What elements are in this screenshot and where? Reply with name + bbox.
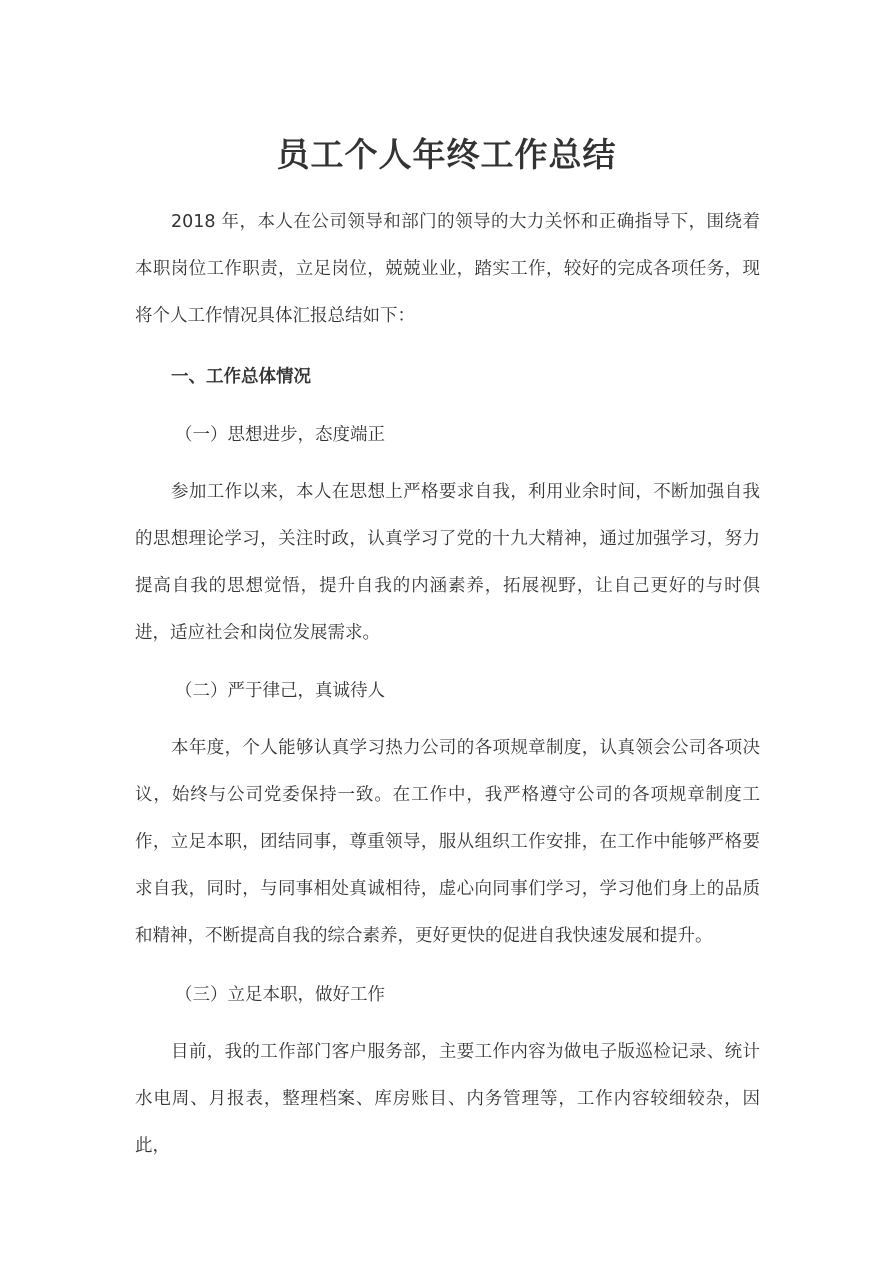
subsection-paragraph-discipline: 本年度，个人能够认真学习热力公司的各项规章制度，认真领会公司各项决议，始终与公司党委保持一致。在工作中，我严格遵守公司的各项规章制度工作，立足本职，团结同事，尊重领导，服从组织工作安排，在工作中能够严格要求自我，同时，与同事相处真诚相待，虚心向同事们学习，学习他们身上的品质和精神，不断提高自我的综合素养，更好更快的促进自我快速发展和提升。 — [135, 738, 760, 946]
section-heading-overall: 一、工作总体情况 — [171, 367, 311, 387]
intro-paragraph: 2018 年，本人在公司领导和部门的领导的大力关怀和正确指导下，围绕着本职岗位工作职责，立足岗位，兢兢业业，踏实工作，较好的完成各项任务，现将个人工作情况具体汇报总结如下： — [135, 212, 760, 326]
subsection-paragraph-duty: 目前，我的工作部门客户服务部，主要工作内容为做电子版巡检记录、统计水电周、月报表，整理档案、库房账目、内务管理等，工作内容较细较杂，因此， — [135, 1042, 760, 1156]
subsection-paragraph-thought: 参加工作以来，本人在思想上严格要求自我，利用业余时间，不断加强自我的思想理论学习，关注时政，认真学习了党的十九大精神，通过加强学习，努力提高自我的思想觉悟，提升自我的内涵素养，拓展视野，让自己更好的与时俱进，适应社会和岗位发展需求。 — [135, 482, 760, 643]
subsection-heading-thought: （一）思想进步，态度端正 — [175, 425, 385, 445]
subsection-heading-discipline: （二）严于律己，真诚待人 — [175, 681, 385, 701]
document-title: 员工个人年终工作总结 — [276, 135, 617, 174]
subsection-heading-duty: （三）立足本职，做好工作 — [175, 985, 385, 1005]
